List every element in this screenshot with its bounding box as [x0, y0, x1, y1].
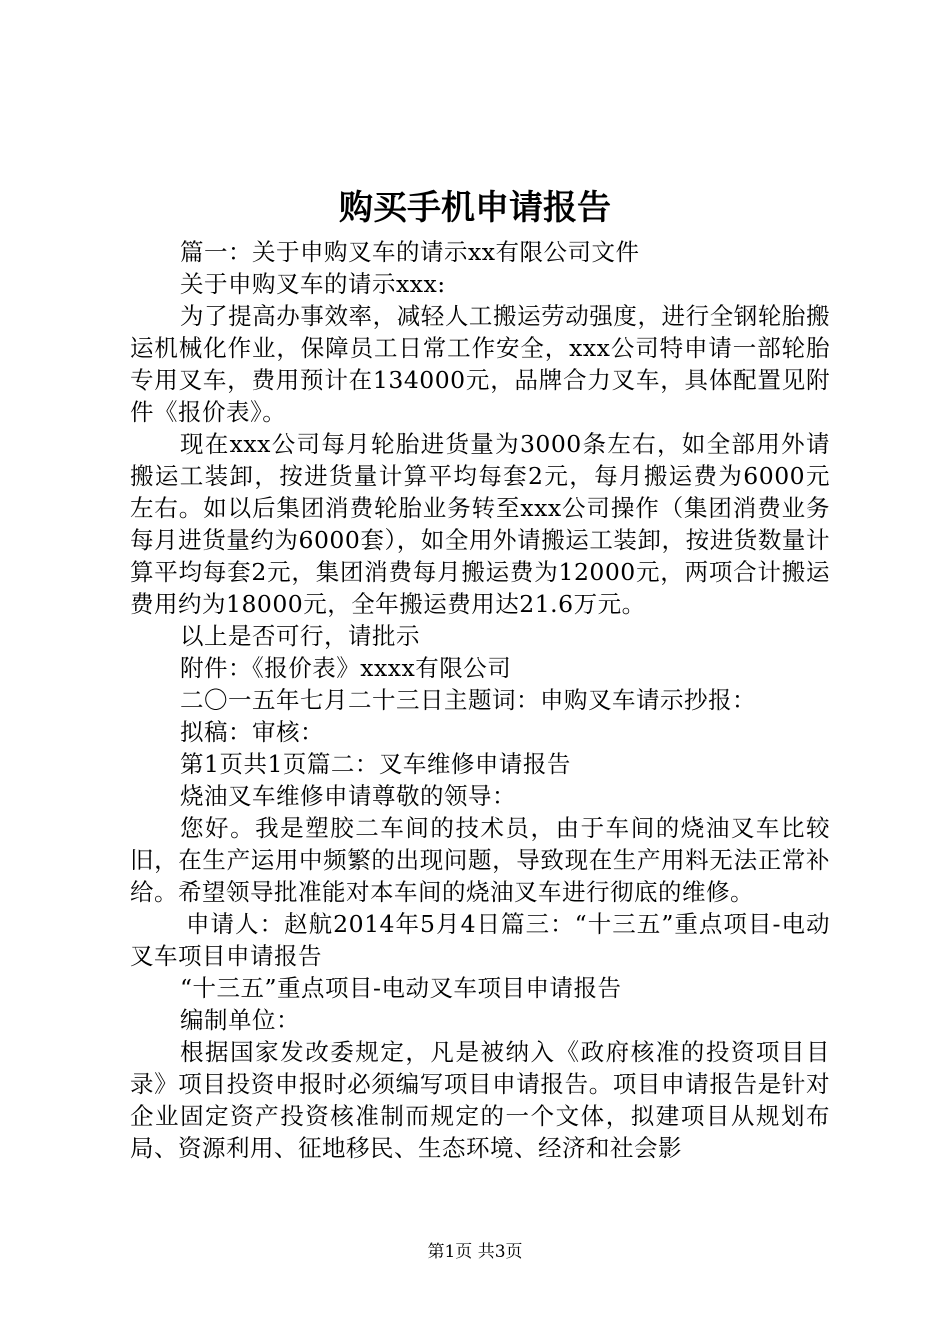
paragraph-9: 第1页共1页篇二：叉车维修申请报告 [180, 750, 571, 778]
paragraph-1: 篇一：关于申购叉车的请示xx有限公司文件 [180, 238, 640, 266]
paragraph-2: 关于申购叉车的请示xxx: [180, 270, 446, 298]
paragraph-6: 附件：《报价表》xxxx有限公司 [180, 654, 512, 682]
paragraph-8: 拟稿：审核： [180, 718, 324, 746]
paragraph-10: 烧油叉车维修申请尊敬的领导： [180, 782, 516, 810]
paragraph-14: 编制单位： [180, 1006, 300, 1034]
document-title: 购买手机申请报告 [339, 188, 611, 228]
paragraph-15: 根据国家发改委规定，凡是被纳入《政府核准的投资项目目录》项目投资申报时必须编写项目申请报告。项目申请报告是针对企业固定资产投资核准制而规定的一个文体，拟建项目从规划布局、资源利用、征地移民、生态环境、经济和社会影 [130, 1038, 830, 1162]
paragraph-11: 您好。我是塑胶二车间的技术员，由于车间的烧油叉车比较旧，在生产运用中频繁的出现问题，导致现在生产用料无法正常补给。希望领导批准能对本车间的烧油叉车进行彻底的维修。 [130, 814, 830, 906]
paragraph-7: 二〇一五年七月二十三日主题词：申购叉车请示抄报： [180, 686, 756, 714]
paragraph-5: 以上是否可行，请批示 [180, 622, 420, 650]
document-body [130, 236, 830, 1164]
paragraph-4: 现在xxx公司每月轮胎进货量为3000条左右，如全部用外请搬运工装卸，按进货量计算平均每套2元，每月搬运费为6000元左右。如以后集团消费轮胎业务转至xxx公司操作（集团消费业务每月进货量约为6000套），如全用外请搬运工装卸，按进货数量计算平均每套2元，集团消费每月搬运费为12000元，两项合计搬运费用约为18000元，全年搬运费用达21.6万元。 [130, 430, 830, 618]
paragraph-13: “十三五”重点项目-电动叉车项目申请报告 [180, 974, 622, 1002]
paragraph-3: 为了提高办事效率，减轻人工搬运劳动强度，进行全钢轮胎搬运机械化作业，保障员工日常工作安全，xxx公司特申请一部轮胎专用叉车，费用预计在134000元，品牌合力叉车，具体配置见附件《报价表》。 [130, 302, 830, 426]
paragraph-12: 申请人：赵航2014年5月4日篇三：“十三五”重点项目-电动叉车项目申请报告 [130, 910, 830, 970]
page-footer: 第1页 共3页 [427, 1242, 523, 1262]
